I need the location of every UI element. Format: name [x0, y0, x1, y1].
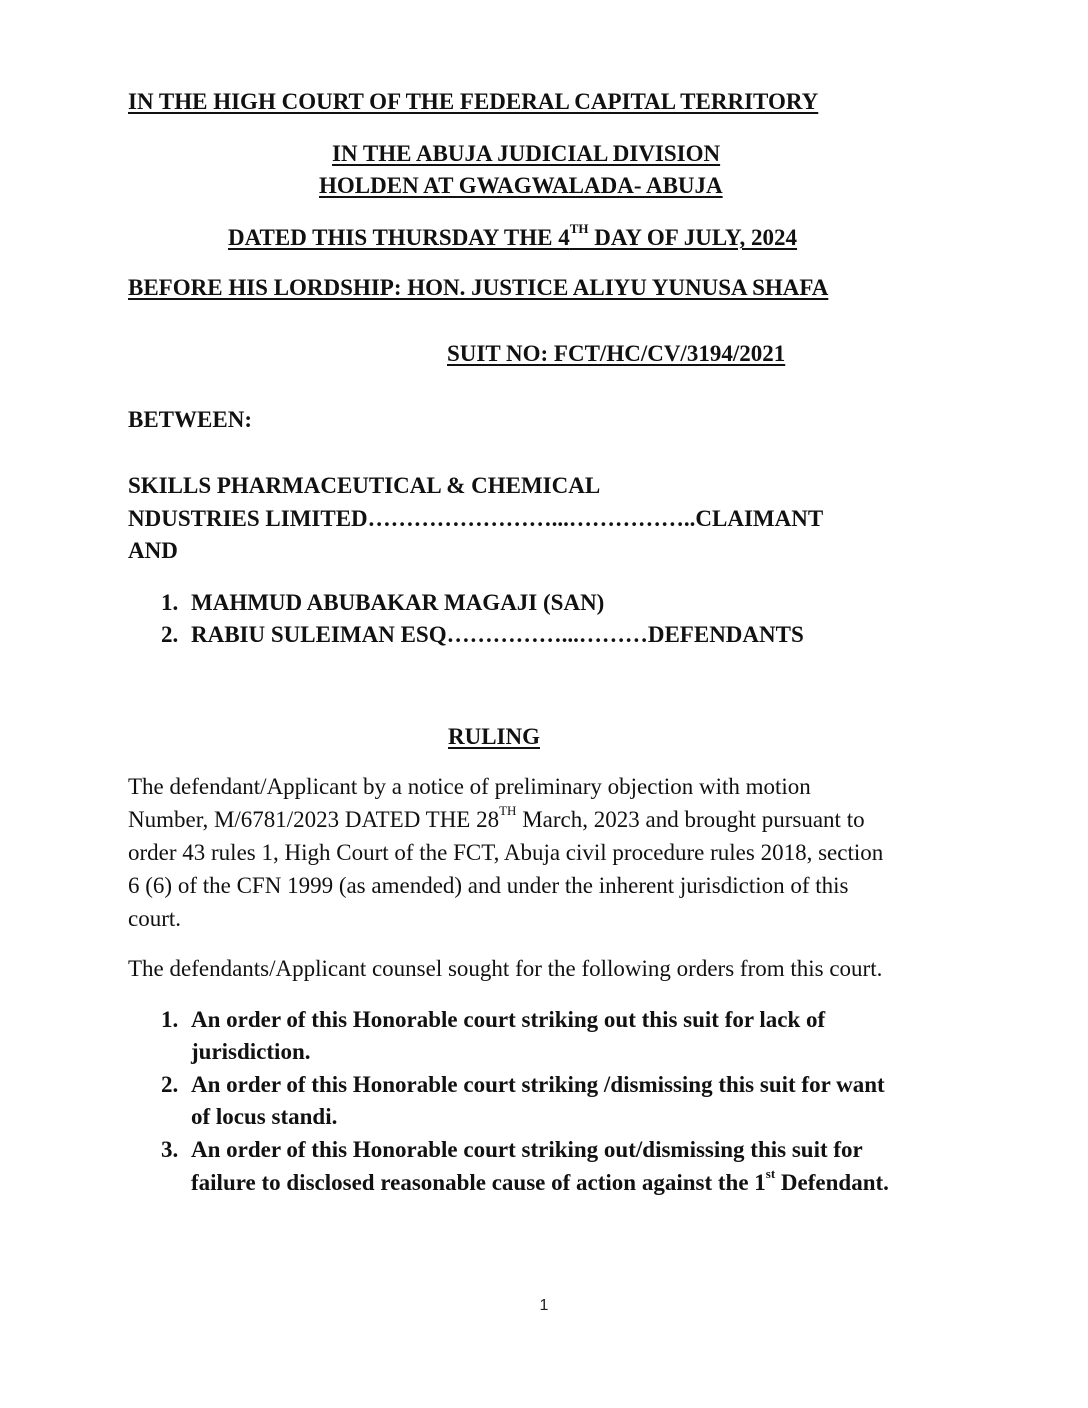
- paragraph-line: court.: [128, 906, 182, 931]
- order-sup: st: [765, 1166, 776, 1182]
- paragraph-text: Number, M/6781/2023 DATED THE 28: [128, 807, 500, 832]
- order-item: [161, 1134, 863, 1166]
- order-text-continued: of locus standi.: [191, 1104, 338, 1129]
- order-text: An order of this Honorable court striking out/dismissing this suit for: [191, 1137, 863, 1162]
- dated-suffix: DAY OF JULY, 2024: [588, 225, 798, 250]
- division-title: IN THE ABUJA JUDICIAL DIVISION: [332, 141, 721, 166]
- paragraph-line: The defendants/Applicant counsel sought for the following orders from this court.: [128, 956, 883, 981]
- paragraph-line: [128, 804, 865, 836]
- claimant-line-2: NDUSTRIES LIMITED……………………...……………..CLAIMANT: [128, 506, 824, 531]
- list-number: 2.: [161, 1072, 179, 1097]
- list-number: 1.: [161, 590, 179, 615]
- claimant-line-1: SKILLS PHARMACEUTICAL & CHEMICAL: [128, 473, 601, 498]
- holden-title: HOLDEN AT GWAGWALADA- ABUJA: [319, 173, 723, 198]
- defendant-name: MAHMUD ABUBAKAR MAGAJI (SAN): [191, 590, 605, 615]
- and-label: AND: [128, 538, 178, 563]
- order-text-continued: [191, 1167, 889, 1199]
- order-item: [161, 1069, 885, 1101]
- paragraph-line: The defendant/Applicant by a notice of preliminary objection with motion: [128, 774, 811, 799]
- before-line: BEFORE HIS LORDSHIP: HON. JUSTICE ALIYU YUNUSA SHAFA: [128, 275, 829, 300]
- court-title: IN THE HIGH COURT OF THE FEDERAL CAPITAL TERRITORY: [128, 89, 819, 114]
- order-text: Defendant.: [775, 1170, 889, 1195]
- list-number: 1.: [161, 1007, 179, 1032]
- order-text-continued: jurisdiction.: [191, 1039, 311, 1064]
- defendant-item: [161, 587, 604, 619]
- suit-number: SUIT NO: FCT/HC/CV/3194/2021: [447, 341, 786, 366]
- order-text: failure to disclosed reasonable cause of action against the 1: [191, 1170, 766, 1195]
- ruling-title: RULING: [448, 724, 541, 749]
- defendant-item: [161, 619, 804, 651]
- list-number: 3.: [161, 1137, 179, 1162]
- dated-line: [228, 222, 797, 254]
- paragraph-line: 6 (6) of the CFN 1999 (as amended) and under the inherent jurisdiction of this: [128, 873, 849, 898]
- order-text: An order of this Honorable court striking /dismissing this suit for want: [191, 1072, 885, 1097]
- dated-prefix: DATED THIS THURSDAY THE 4: [228, 225, 570, 250]
- paragraph-line: order 43 rules 1, High Court of the FCT, Abuja civil procedure rules 2018, section: [128, 840, 884, 865]
- paragraph-sup: TH: [499, 803, 517, 819]
- between-label: BETWEEN:: [128, 407, 252, 432]
- paragraph-text: March, 2023 and brought pursuant to: [516, 807, 865, 832]
- order-item: [161, 1004, 825, 1036]
- dated-sup: TH: [569, 221, 589, 237]
- list-number: 2.: [161, 622, 179, 647]
- order-text: An order of this Honorable court striking out this suit for lack of: [191, 1007, 826, 1032]
- defendant-name: RABIU SULEIMAN ESQ……………...………DEFENDANTS: [191, 622, 804, 647]
- page-number: 1: [539, 1297, 549, 1314]
